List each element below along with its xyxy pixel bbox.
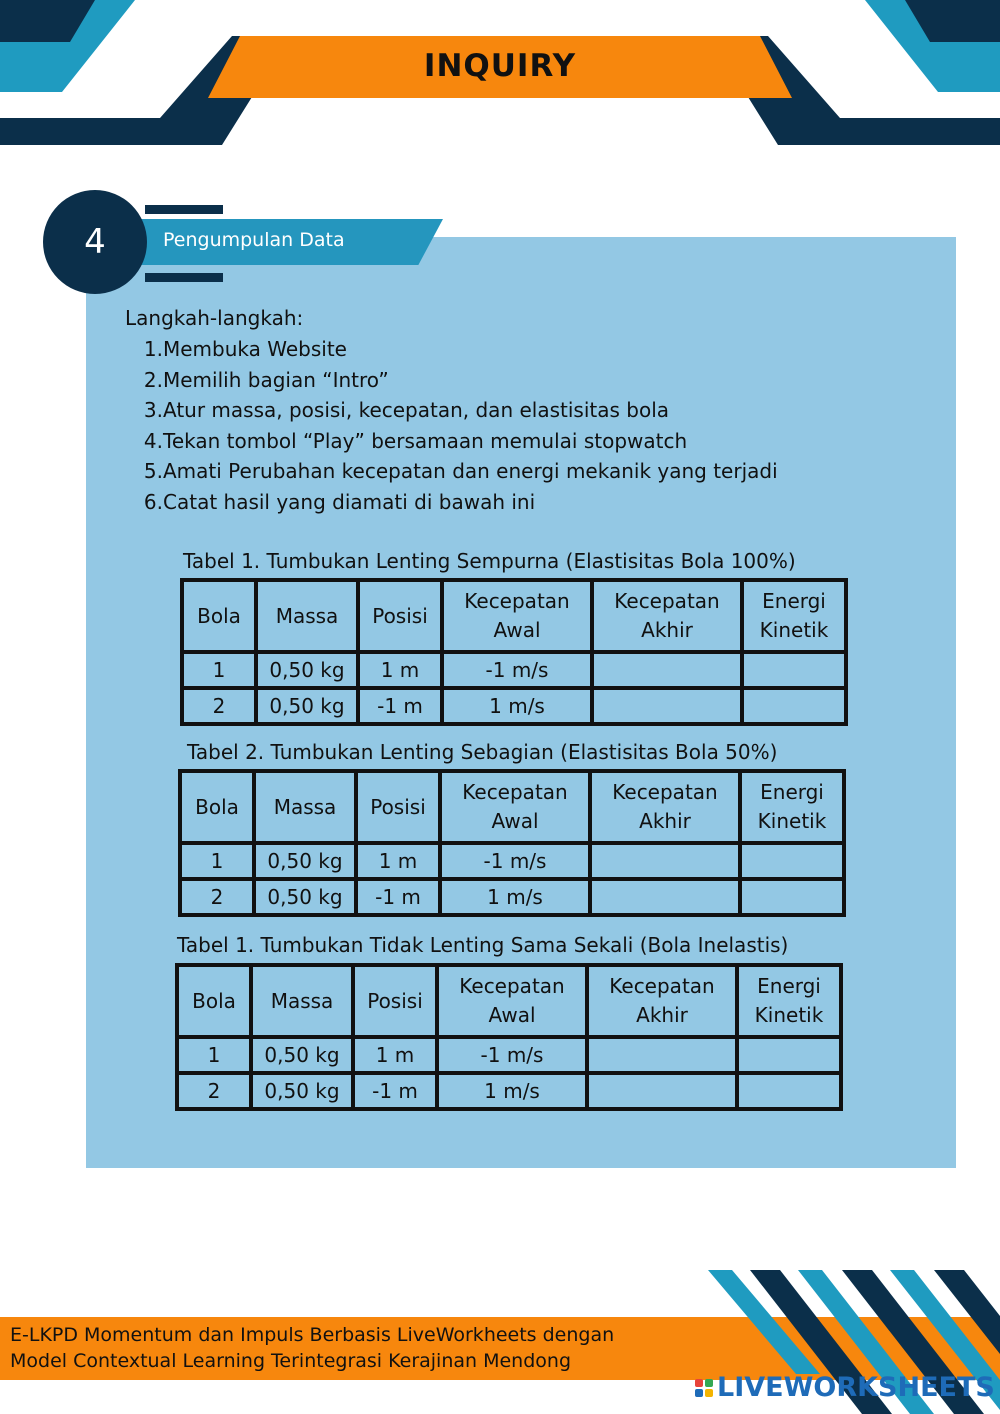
column-header: Energi Kinetik [740,771,844,843]
cell-bola: 1 [180,843,254,879]
liveworksheets-logo-icon [695,1379,713,1397]
step-accent-bar-top [145,205,223,214]
cell-posisi: 1 m [353,1037,437,1073]
table-row [180,843,844,879]
cell-massa: 0,50 kg [254,879,356,915]
page-title: INQUIRY [423,48,577,84]
cell-massa: 0,50 kg [251,1037,353,1073]
step-title: Pengumpulan Data [163,229,345,251]
column-header: Kecepatan Awal [442,580,592,652]
column-header: Massa [254,771,356,843]
table-3-caption: Tabel 1. Tumbukan Tidak Lenting Sama Sekali (Bola Inelastis) [177,933,789,957]
cell-energi-kinetik-input[interactable] [737,1073,841,1109]
column-header: Bola [177,965,251,1037]
cell-massa: 0,50 kg [254,843,356,879]
cell-kecepatan-awal: -1 m/s [442,652,592,688]
list-item [143,458,778,489]
table-row [182,688,846,724]
table-row [180,879,844,915]
data-table-3 [175,963,843,1111]
column-header: Bola [180,771,254,843]
column-header: Kecepatan Akhir [592,580,742,652]
footer-caption [10,1322,614,1374]
step-item-number: 4. [143,428,163,453]
table-row [177,1037,841,1073]
column-header: Posisi [353,965,437,1037]
table-row [182,652,846,688]
column-header: Kecepatan Awal [440,771,590,843]
step-item-number: 5. [143,459,163,483]
cell-posisi: 1 m [358,652,442,688]
cell-bola: 2 [177,1073,251,1109]
list-item [143,489,778,520]
step-item-number: 3. [143,398,163,422]
cell-kecepatan-awal: 1 m/s [437,1073,587,1109]
step-item-text: Atur massa, posisi, kecepatan, dan elastisitas bola [163,398,670,422]
cell-kecepatan-akhir-input[interactable] [592,688,742,724]
step-item-text: Catat hasil yang diamati di bawah ini [163,489,536,514]
step-item-text: Tekan tombol “Play” bersamaan memulai stopwatch [163,428,688,453]
step-item-text: Memilih bagian “Intro” [163,367,389,392]
liveworksheets-logo-text: LIVEWORKSHEETS [717,1372,995,1403]
list-item [143,428,778,459]
column-header: Energi Kinetik [742,580,846,652]
data-table-1 [180,578,848,726]
cell-energi-kinetik-input[interactable] [740,843,844,879]
cell-kecepatan-akhir-input[interactable] [592,652,742,688]
cell-kecepatan-awal: -1 m/s [440,843,590,879]
liveworksheets-logo[interactable] [695,1372,995,1403]
list-item [143,367,778,398]
cell-kecepatan-awal: 1 m/s [440,879,590,915]
column-header: Bola [182,580,256,652]
cell-energi-kinetik-input[interactable] [737,1037,841,1073]
step-item-number: 6. [143,489,163,514]
cell-massa: 0,50 kg [251,1073,353,1109]
step-number-badge: 4 [43,190,147,294]
cell-kecepatan-akhir-input[interactable] [590,879,740,915]
data-table-2 [178,769,846,917]
cell-energi-kinetik-input[interactable] [740,879,844,915]
cell-kecepatan-awal: 1 m/s [442,688,592,724]
cell-kecepatan-akhir-input[interactable] [587,1073,737,1109]
cell-bola: 2 [180,879,254,915]
table-row [177,1073,841,1109]
list-item [143,397,778,428]
cell-posisi: 1 m [356,843,440,879]
column-header: Posisi [358,580,442,652]
footer-line-1: E-LKPD Momentum dan Impuls Berbasis LiveWorkheets dengan [10,1324,615,1346]
cell-massa: 0,50 kg [256,652,358,688]
column-header: Kecepatan Akhir [587,965,737,1037]
step-item-number: 2. [143,367,163,392]
cell-bola: 1 [177,1037,251,1073]
cell-kecepatan-akhir-input[interactable] [590,843,740,879]
step-item-number: 1. [143,337,163,361]
cell-kecepatan-akhir-input[interactable] [587,1037,737,1073]
cell-massa: 0,50 kg [256,688,358,724]
step-item-text: Membuka Website [163,337,347,361]
cell-posisi: -1 m [358,688,442,724]
cell-bola: 1 [182,652,256,688]
cell-posisi: -1 m [356,879,440,915]
column-header: Posisi [356,771,440,843]
steps-heading: Langkah-langkah: [125,306,304,330]
cell-bola: 2 [182,688,256,724]
table-1-caption: Tabel 1. Tumbukan Lenting Sempurna (Elastisitas Bola 100%) [183,549,796,573]
column-header: Kecepatan Akhir [590,771,740,843]
list-item [143,336,778,367]
cell-posisi: -1 m [353,1073,437,1109]
column-header: Massa [251,965,353,1037]
column-header: Massa [256,580,358,652]
steps-list [143,336,778,519]
cell-energi-kinetik-input[interactable] [742,652,846,688]
table-2-caption: Tabel 2. Tumbukan Lenting Sebagian (Elastisitas Bola 50%) [187,740,778,764]
step-accent-bar-bottom [145,273,223,282]
footer-line-2: Model Contextual Learning Terintegrasi Kerajinan Mendong [10,1350,572,1372]
column-header: Energi Kinetik [737,965,841,1037]
cell-energi-kinetik-input[interactable] [742,688,846,724]
step-item-text: Amati Perubahan kecepatan dan energi mekanik yang terjadi [163,459,778,483]
cell-kecepatan-awal: -1 m/s [437,1037,587,1073]
column-header: Kecepatan Awal [437,965,587,1037]
